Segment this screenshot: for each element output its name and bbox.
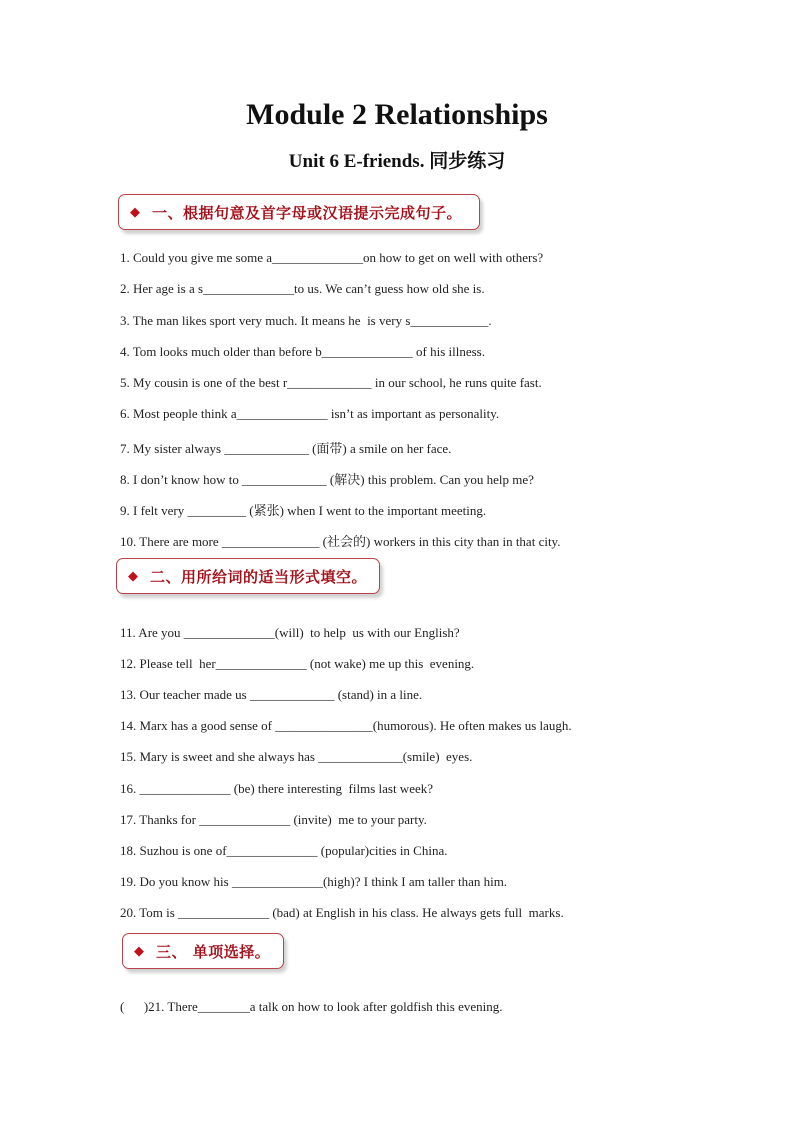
page-title: Module 2 Relationships [246, 98, 548, 131]
question-17: 17. Thanks for ______________ (invite) me to your party. [120, 812, 427, 827]
question-14: 14. Marx has a good sense of _______________(humorous). He often makes us laugh. [120, 718, 572, 733]
section-title: 二、用所给词的适当形式填空。 [150, 567, 368, 586]
question-15: 15. Mary is sweet and she always has _____________(smile) eyes. [120, 749, 473, 764]
question-19: 19. Do you know his ______________(high)? I think I am taller than him. [120, 874, 508, 889]
diamond-icon: ◆ [134, 943, 144, 959]
section-title: 三、 单项选择。 [156, 942, 271, 961]
question-2: 2. Her age is a s______________to us. We can’t guess how old she is. [120, 281, 485, 296]
question-3: 3. The man likes sport very much. It means he is very s____________. [120, 313, 492, 328]
section-header-2 [116, 558, 380, 594]
question-6: 6. Most people think a______________ isn’t as important as personality. [120, 406, 500, 421]
section-title: 一、根据句意及首字母或汉语提示完成句子。 [152, 203, 463, 222]
question-16: 16. ______________ (be) there interesting films last week? [120, 781, 434, 796]
page-subtitle: Unit 6 E-friends. 同步练习 [288, 151, 506, 172]
diamond-icon: ◆ [128, 568, 138, 584]
section-header-3 [122, 933, 284, 969]
question-13: 13. Our teacher made us _____________ (stand) in a line. [120, 687, 423, 702]
question-18: 18. Suzhou is one of______________ (popular)cities in China. [120, 843, 448, 858]
question-5: 5. My cousin is one of the best r_____________ in our school, he runs quite fast. [120, 375, 542, 390]
question-7: 7. My sister always _____________ (面带) a smile on her face. [120, 441, 452, 456]
question-21: ( )21. There________a talk on how to look after goldfish this evening. [120, 999, 503, 1014]
section-header-1 [118, 194, 480, 230]
question-8: 8. I don’t know how to _____________ (解决) this problem. Can you help me? [120, 472, 534, 487]
question-12: 12. Please tell her______________ (not wake) me up this evening. [120, 656, 475, 671]
question-4: 4. Tom looks much older than before b______________ of his illness. [120, 344, 485, 359]
question-10: 10. There are more _______________ (社会的) workers in this city than in that city. [120, 534, 561, 549]
question-9: 9. I felt very _________ (紧张) when I went to the important meeting. [120, 503, 487, 518]
question-1: 1. Could you give me some a______________on how to get on well with others? [120, 250, 544, 265]
question-11: 11. Are you ______________(will) to help us with our English? [120, 625, 460, 640]
diamond-icon: ◆ [130, 204, 140, 220]
question-20: 20. Tom is ______________ (bad) at English in his class. He always gets full marks. [120, 905, 564, 920]
